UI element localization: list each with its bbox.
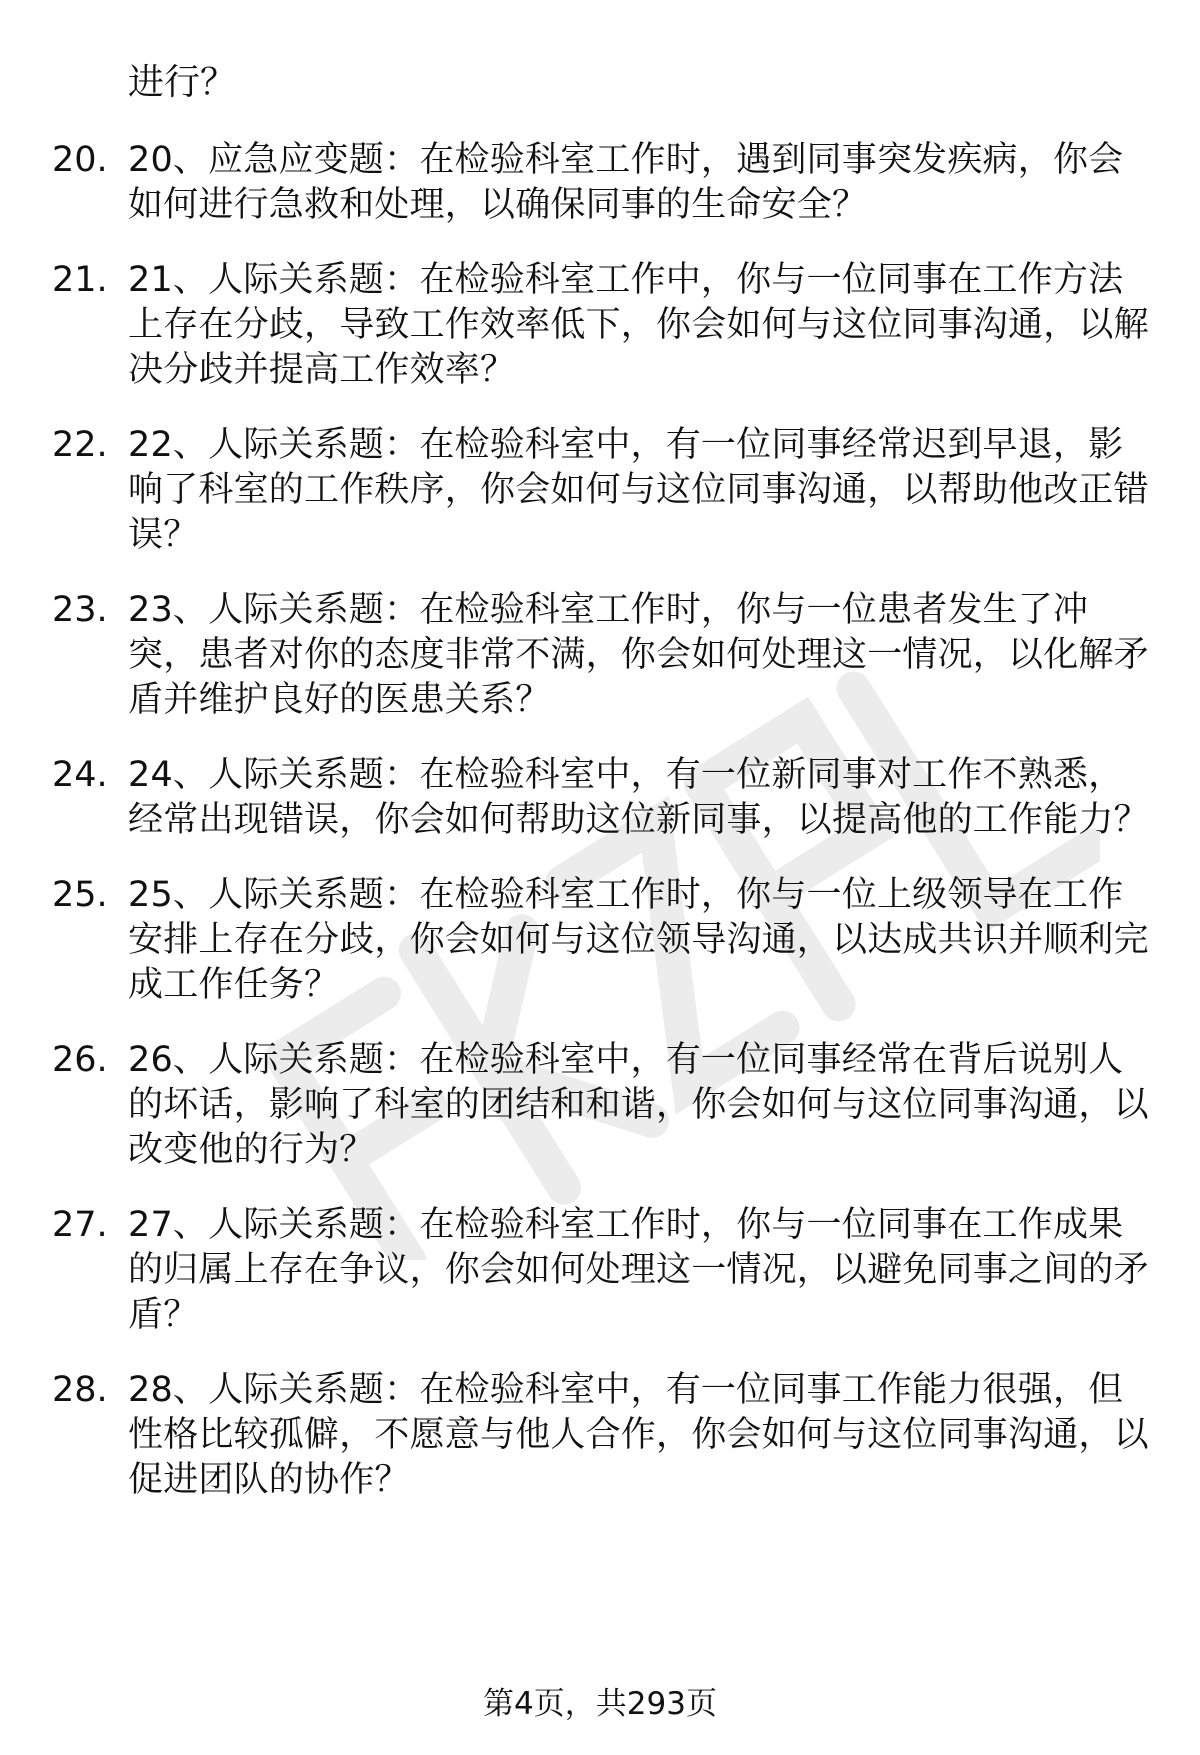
list-item: [0, 138, 1200, 228]
question-number: 24.: [52, 755, 108, 795]
question-number: 27.: [52, 1205, 108, 1245]
question-text: 20、应急应变题：在检验科室工作时，遇到同事突发疾病，你会如何进行急救和处理，以确保同事的生命安全？: [128, 140, 1124, 225]
question-number: 22.: [52, 425, 108, 465]
list-item: [0, 1203, 1200, 1338]
question-number: 21.: [52, 260, 108, 300]
list-item: [0, 258, 1200, 393]
list-item: [0, 423, 1200, 558]
question-number: 20.: [52, 140, 108, 180]
question-text: 25、人际关系题：在检验科室工作时，你与一位上级领导在工作安排上存在分歧，你会如何与这位领导沟通，以达成共识并顺利完成工作任务？: [128, 875, 1149, 1005]
list-item: [0, 1368, 1200, 1503]
question-text: 22、人际关系题：在检验科室中，有一位同事经常迟到早退，影响了科室的工作秩序，你会如何与这位同事沟通，以帮助他改正错误？: [128, 425, 1149, 555]
question-number: 23.: [52, 590, 108, 630]
question-text: 23、人际关系题：在检验科室工作时，你与一位患者发生了冲突，患者对你的态度非常不满，你会如何处理这一情况，以化解矛盾并维护良好的医患关系？: [128, 590, 1149, 720]
question-text: 24、人际关系题：在检验科室中，有一位新同事对工作不熟悉，经常出现错误，你会如何帮助这位新同事，以提高他的工作能力？: [128, 755, 1149, 840]
page-footer: 第4页，共293页: [483, 1686, 717, 1722]
question-text: 21、人际关系题：在检验科室工作中，你与一位同事在工作方法上存在分歧，导致工作效率低下，你会如何与这位同事沟通，以解决分歧并提高工作效率？: [128, 260, 1149, 390]
question-text: 28、人际关系题：在检验科室中，有一位同事工作能力很强，但性格比较孤僻，不愿意与他人合作，你会如何与这位同事沟通，以促进团队的协作？: [128, 1370, 1149, 1500]
list-item: [0, 1038, 1200, 1173]
question-number: 28.: [52, 1370, 108, 1410]
question-text: 27、人际关系题：在检验科室工作时，你与一位同事在工作成果的归属上存在争议，你会如何处理这一情况，以避免同事之间的矛盾？: [128, 1205, 1149, 1335]
question-number: 25.: [52, 875, 108, 915]
list-item: [0, 753, 1200, 843]
list-item: [0, 873, 1200, 1008]
question-number: 26.: [52, 1040, 108, 1080]
question-text: 26、人际关系题：在检验科室中，有一位同事经常在背后说别人的坏话，影响了科室的团结和和谐，你会如何与这位同事沟通，以改变他的行为？: [128, 1040, 1149, 1170]
list-item: [0, 588, 1200, 723]
continuation-text: 进行？: [128, 62, 237, 103]
question-list: [0, 138, 1200, 1533]
